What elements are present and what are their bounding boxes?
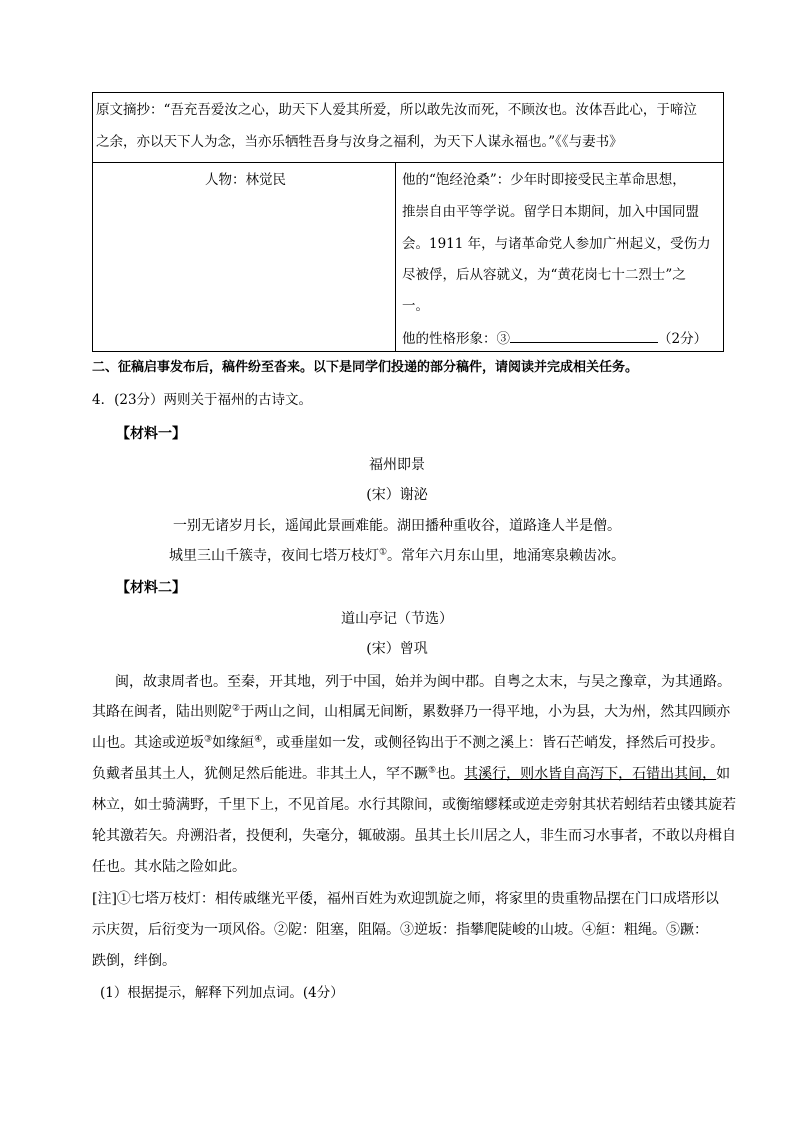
- person-label: 人物：林觉民: [205, 172, 286, 188]
- essay-line-2: 其路在闽者，陆出则阸②于两山之间，山相属无间断，累数驿乃一得平地，小为县，大为州，然其四顾亦: [92, 703, 731, 720]
- trait-score: （2分）: [658, 331, 708, 347]
- bio-line-1: 他的“饱经沧桑”：少年时即接受民主革命思想，: [402, 172, 686, 188]
- essay-line-1: 闽，故隶周者也。至秦，开其地，列于中国，始并为闽中郡。自粤之太末，与吴之豫章，为其通路。: [115, 674, 731, 690]
- essay-line-5: 林立，如士骑满野，千里下上，不见首尾。水行其隙间，或衡缩蟉糅或逆走旁射其状若蚓结若虫镂其旋若: [92, 797, 736, 813]
- essay-line-4: 负戴者虽其土人，犹侧足然后能进。非其土人，罕不蹶⑤也。其溪行，则水皆自高泻下，石错出其间，如: [92, 765, 731, 782]
- bio-line-2: 推崇自由平等学说。留学日本期间，加入中国同盟: [402, 204, 699, 220]
- bio-line-4: 尽被俘，后从容就义，为“黄花岗七十二烈士”之: [402, 267, 686, 283]
- quote-line-1: 原文摘抄：“吾充吾爱汝之心，助天下人爱其所爱，所以敢先汝而死，不顾汝也。汝体吾此心，于啼泣: [96, 102, 697, 118]
- answer-blank[interactable]: [510, 328, 658, 343]
- essay-line-7: 任也。其水陆之险如此。: [92, 859, 246, 875]
- quote-line-2: 之余，亦以天下人为念，当亦乐牺牲吾身与汝身之福利，为天下人谋永福也。”《《与妻书》: [96, 134, 623, 150]
- underlined-sentence: 其溪行，则水皆自高泻下，石错出其间，: [464, 766, 717, 782]
- sub-question-1: (1）根据提示，解释下列加点词。(4分）: [100, 985, 344, 1001]
- notes-line-1: [注]①七塔万枝灯：相传戚继光平倭，福州百姓为欢迎凯旋之师，将家里的贵重物品摆在门口成塔形以: [92, 891, 719, 907]
- footnote-mark-1: ①: [378, 547, 388, 558]
- bio-line-3: 会。1911 年，与诸革命党人参加广州起义，受伤力: [402, 236, 711, 252]
- notes-line-3: 跌倒，绊倒。: [92, 953, 176, 969]
- trait-row: [402, 328, 707, 349]
- essay-line-6: 轮其激若矢。舟溯沿者，投便利，失毫分，辄破溺。虽其土长川居之人，非生而习水事者，不敢以舟楫自: [92, 828, 736, 844]
- section-two-heading: 二、征稿启事发布后，稿件纷至沓来。以下是同学们投递的部分稿件，请阅读并完成相关任务。: [92, 360, 639, 375]
- material-2-label: 【材料二】: [116, 580, 186, 596]
- poem-line-1: 一别无诸岁月长，遥闻此景画难能。湖田播种重收谷，道路逢人半是僧。: [173, 518, 621, 534]
- bio-line-5: 一。: [402, 298, 429, 314]
- material-1-label: 【材料一】: [116, 426, 186, 442]
- trait-label: 他的性格形象：③: [402, 331, 510, 347]
- poem-title: 福州即景: [369, 457, 425, 473]
- notes-line-2: 示庆贺，后衍变为一项风俗。②阸：阻塞，阻隔。③逆坂：指攀爬陡峻的山坡。④絙：粗绳。⑤蹶：: [92, 922, 708, 938]
- essay-title: 道山亭记（节选）: [341, 611, 453, 627]
- essay-line-3: 山也。其途或逆坂③如缘絙④，或垂崖如一发，或侧径钩出于不测之溪上：皆石芒峭发，择然后可投步。: [92, 734, 725, 751]
- poem-line-2: 城里三山千簇寺，夜间七塔万枝灯①。常年六月东山里，地涌寒泉赖齿冰。: [168, 547, 626, 564]
- poem-author: (宋）谢泌: [366, 487, 428, 503]
- essay-author: (宋）曾巩: [366, 641, 428, 657]
- table-divider: [395, 163, 396, 352]
- question-4: 4．(23分）两则关于福州的古诗文。: [92, 392, 313, 408]
